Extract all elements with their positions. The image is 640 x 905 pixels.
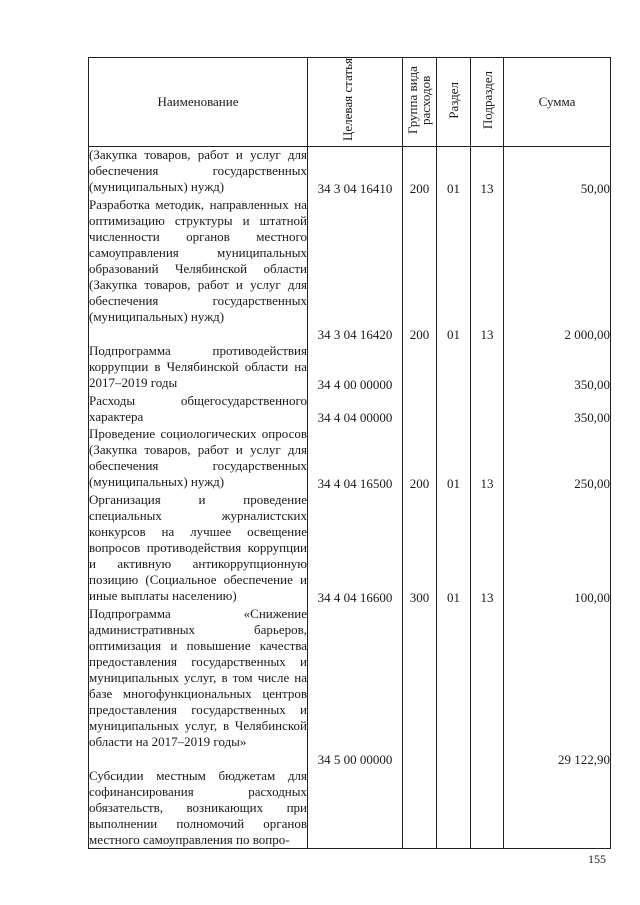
row-group	[403, 606, 437, 768]
table-row	[89, 606, 611, 768]
row-group: 200	[403, 197, 437, 343]
row-sum: 350,00	[504, 343, 611, 393]
page-number: 155	[588, 852, 606, 866]
header-section: Раздел	[437, 58, 471, 147]
row-subsection	[471, 393, 504, 426]
row-section: 01	[437, 426, 471, 492]
row-group: 300	[403, 492, 437, 606]
row-group	[403, 768, 437, 849]
table-row	[89, 147, 611, 197]
row-sum: 100,00	[504, 492, 611, 606]
row-section	[437, 768, 471, 849]
row-article: 34 4 00 00000	[308, 343, 403, 393]
row-section: 01	[437, 147, 471, 197]
row-section	[437, 606, 471, 768]
row-group	[403, 343, 437, 393]
row-sum: 2 000,00	[504, 197, 611, 343]
row-name: Проведение социологических опросов (Закупка товаров, работ и услуг для обеспечения государственных (муниципальных) нужд)	[89, 426, 308, 492]
row-article: 34 3 04 16420	[308, 197, 403, 343]
row-article	[308, 768, 403, 849]
table-row	[89, 426, 611, 492]
header-article: Целевая статья	[308, 58, 403, 147]
row-section: 01	[437, 197, 471, 343]
row-sum: 50,00	[504, 147, 611, 197]
row-sum: 29 122,90	[504, 606, 611, 768]
table-row	[89, 343, 611, 393]
row-name: Организация и проведение специальных журналистских конкурсов на лучшее освещение вопросов противодействия коррупции и активную антикоррупционную позицию (Социальное обеспечение и иные выплаты населению)	[89, 492, 308, 606]
row-name: (Закупка товаров, работ и услуг для обеспечения государственных (муниципальных) нужд)	[89, 147, 308, 197]
row-subsection: 13	[471, 426, 504, 492]
budget-table	[88, 57, 611, 849]
row-subsection	[471, 768, 504, 849]
row-name: Подпрограмма «Снижение административных барьеров, оптимизация и повышение качества предоставления государственных и муниципальных услуг, в том числе на базе многофункциональных центров предоставления государственных и муниципальных услуг, в Челябинской области на 2017–2019 годы»	[89, 606, 308, 768]
row-section	[437, 393, 471, 426]
row-article: 34 4 04 00000	[308, 393, 403, 426]
table-row	[89, 492, 611, 606]
row-group	[403, 393, 437, 426]
table-header-row	[89, 58, 611, 147]
table-row	[89, 768, 611, 849]
row-sum	[504, 768, 611, 849]
row-subsection: 13	[471, 492, 504, 606]
header-subsection: Подраздел	[471, 58, 504, 147]
row-article: 34 3 04 16410	[308, 147, 403, 197]
row-subsection: 13	[471, 147, 504, 197]
row-subsection: 13	[471, 197, 504, 343]
row-article: 34 4 04 16600	[308, 492, 403, 606]
row-article: 34 4 04 16500	[308, 426, 403, 492]
row-sum: 250,00	[504, 426, 611, 492]
row-name: Разработка методик, направленных на оптимизацию структуры и штатной численности органов местного самоуправления муниципальных образований Челябинской области (Закупка товаров, работ и услуг для обеспечения государственных (муниципальных) нужд)	[89, 197, 308, 343]
table-row	[89, 393, 611, 426]
row-name: Расходы общегосударственного характера	[89, 392, 307, 424]
row-section	[437, 343, 471, 393]
row-subsection	[471, 343, 504, 393]
row-subsection	[471, 606, 504, 768]
header-sum: Сумма	[504, 58, 611, 147]
row-group: 200	[403, 147, 437, 197]
row-name: Субсидии местным бюджетам для софинансирования расходных обязательств, возникающих при выполнении полномочий органов местного самоуправления по вопро-	[89, 767, 307, 847]
row-name: Подпрограмма противодействия коррупции в Челябинской области на 2017–2019 годы	[89, 343, 308, 393]
row-article: 34 5 00 00000	[308, 606, 403, 768]
header-name: Наименование	[89, 58, 308, 147]
row-section: 01	[437, 492, 471, 606]
row-group: 200	[403, 426, 437, 492]
header-group: Группа вида расходов	[403, 58, 437, 147]
table-row	[89, 197, 611, 343]
row-sum: 350,00	[504, 393, 611, 426]
